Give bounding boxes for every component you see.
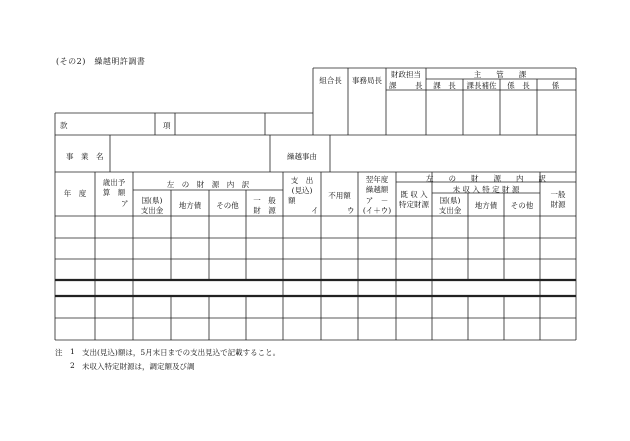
header-kokuken-2: 支出金: [140, 206, 164, 215]
header-kishuu-1: 既 収 入: [400, 190, 428, 199]
approval-kacho: 課 長: [433, 81, 456, 90]
header-shishutsu-3: 額: [288, 196, 296, 205]
header-chihosai-r: 地方債: [474, 201, 498, 210]
header-sainyu-3: ア: [121, 199, 129, 208]
header-ippan-r2: 財源: [550, 200, 566, 209]
form-title: (その2) 繰越明許調書: [56, 57, 146, 66]
header-fuyogaku-u: ウ: [347, 206, 355, 215]
header-kokuken-r2: 支出金: [438, 206, 462, 215]
approval-kakari: 係: [551, 81, 560, 90]
header-shishutsu-1: 支 出: [290, 176, 314, 185]
header-sainyu-2: 算 額: [102, 188, 126, 197]
label-kurikoshi-jiyu: 繰越事由: [287, 152, 317, 161]
approval-kacho-hosa: 課長補佐: [466, 81, 497, 90]
header-chihosai: 地方債: [178, 201, 202, 210]
header-fuyogaku: 不用額: [328, 191, 351, 200]
approval-jimukyokucho: 事務局長: [352, 76, 382, 85]
header-zaigen-right: 左 の 財 源 内 訳: [426, 174, 546, 183]
header-kishuu-2: 特定財源: [399, 200, 429, 209]
header-shishutsu-4: イ: [311, 206, 319, 215]
note-1: 支出(見込)額は，5月末日までの支出見込で記載すること。: [82, 348, 281, 357]
approval-kakaricho: 係 長: [507, 81, 530, 90]
note-1-num: 1: [70, 347, 75, 356]
approval-zaisei-tanto: 財政担当: [391, 70, 421, 79]
header-ippan-r1: 一般: [550, 190, 566, 199]
label-jigyomei: 事 業 名: [66, 152, 104, 161]
header-ippan-2: 財 源: [253, 206, 276, 215]
approval-tanto-ka: 課: [389, 81, 397, 90]
header-kokuken-r1: 国(県): [439, 196, 461, 205]
header-yokunendo-3: ア －: [365, 196, 389, 205]
label-ko: 項: [163, 121, 171, 130]
header-yokunendo-4: (イ＋ウ): [362, 206, 392, 215]
note-2-num: 2: [70, 361, 75, 370]
approval-kumiaicho: 組合長: [319, 76, 342, 85]
header-nendo: 年 度: [63, 189, 87, 198]
header-sainyu-1: 歳出予: [102, 178, 126, 187]
header-mishuu: 未 収 入 特 定 財 源: [452, 185, 520, 194]
note-2: 未収入特定財源は，調定額及び調: [82, 362, 195, 371]
header-yokunendo-1: 翌年度: [365, 175, 389, 184]
header-yokunendo-2: 繰越額: [365, 185, 389, 194]
approval-tanto-cho: 長: [415, 81, 423, 90]
label-kan: 款: [60, 121, 68, 130]
header-shishutsu-2: (見込): [291, 186, 313, 195]
header-kokuken-1: 国(県): [141, 196, 163, 205]
approval-shukan-ka: 主 管 課: [473, 70, 527, 79]
note-label: 注: [55, 348, 63, 357]
header-ippan-1: 一 般: [253, 196, 276, 205]
header-sonota-r: その他: [510, 201, 534, 210]
header-zaigen-left: 左 の 財 源 内 訳: [166, 180, 250, 189]
header-sonota: その他: [216, 201, 239, 210]
